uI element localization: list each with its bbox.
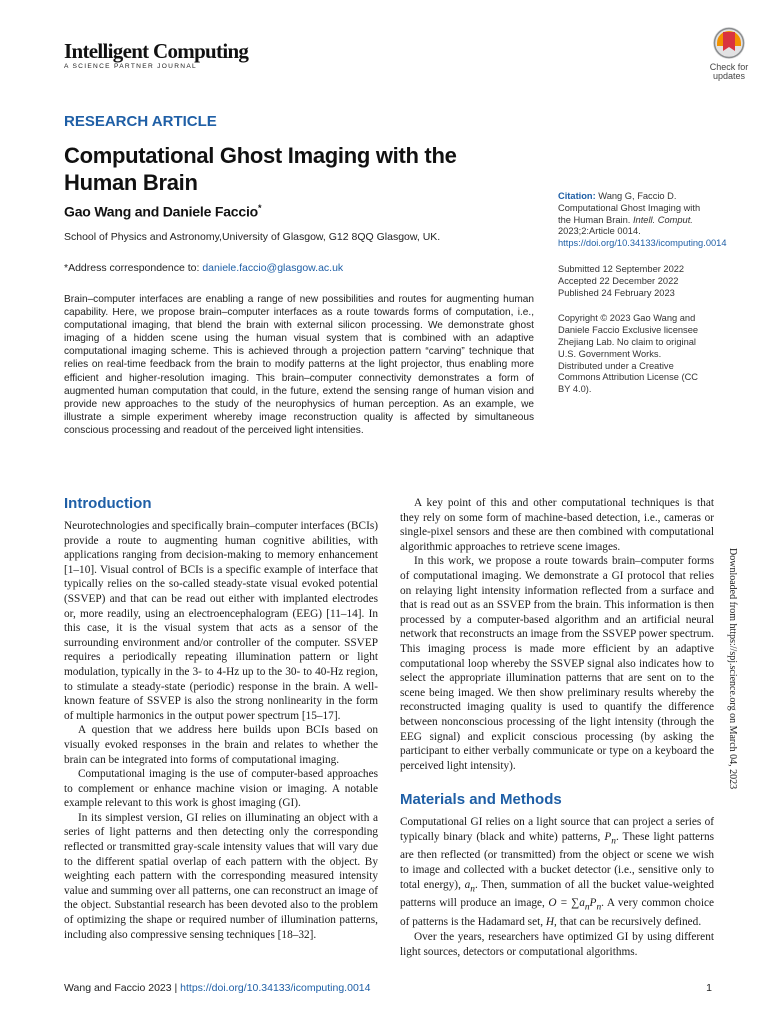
citation-label: Citation:	[558, 191, 596, 201]
journal-masthead	[64, 40, 248, 70]
intro-paragraph-1: Neurotechnologies and specifically brain–computer interfaces (BCIs) provide a route to augmenting human cognitive abilities, with applications ranging from decision-making to memory enhancement [1–10]. Visual control of BCIs is a specific example of interface that typically relies on the so-called steady-state visual evoked potential (SSVEP) and that can be read out either with implanted electrodes or, more readily, using an electroencephalogram (EEG) [11–14]. In this case, it is the visual system that acts as a sensor of the surrounding environment and/or controller of the computer. SSVEP requires a periodically repeating illumination pattern or light modulation, typically in the 3- to 4-Hz up to the 30- to 40-Hz region, to stimulate a steady-state (periodic) response in the brain. A well-known feature of SSVEP is also the strong nonlinearity in the form of multiple harmonics in the output power spectrum [15–17].	[64, 520, 379, 722]
page-footer	[64, 982, 712, 994]
correspondence-email-link[interactable]: daniele.faccio@glasgow.ac.uk	[202, 262, 344, 274]
intro-heading: Introduction	[64, 495, 152, 512]
footer-doi-link[interactable]: https://doi.org/10.34133/icomputing.0014	[180, 982, 371, 994]
copyright-notice: Copyright © 2023 Gao Wang and Daniele Faccio Exclusive licensee Zhejiang Lab. No claim to original U.S. Government Works. Distributed under a Creative Commons Attribution License (CC BY 4.0).	[558, 313, 699, 395]
intro-paragraph-4: In its simplest version, GI relies on illuminating an object with a series of light patterns and then detecting only the corresponding reflected or transmitted gray-scale intensity values that will vary due to the different spatial overlap of each pattern with the object. By weighting each pattern with the corresponding measured intensity value and summing over all patterns, one can reconstruct an image of the object. Substantial research has been devoted also to the problem of optimizing the shape or required number of illumination patterns, including also compressive sensing techniques [18–32].	[64, 811, 378, 941]
math-subscript-n: n	[584, 902, 590, 913]
badge-label-line1: Check for	[709, 62, 749, 72]
math-H: H	[545, 916, 555, 929]
methods-paragraph-1	[400, 815, 714, 930]
methods-text-c: . Then, summation of all the bucket value-weighted patterns will produce an image,	[400, 878, 714, 910]
right-paragraph-2: In this work, we propose a route towards brain–computer forms of computational imaging. We demonstrate a GI protocol that relies on relaying light intensity information reflected from a surface and that is read out as an SSVEP from the brain. This information is then processed by a computer-based algorithm and an artificial neural network that reconstructs an image from the SSVEP power spectrum. This imaging process is made more efficient by an adaptive computational loop whereby the SSVEP signal also indicates how to select the appropriate illumination patterns that are sent on to the scene being imaged. We then show preliminary results whereby the reconstructed imaging quality is used to quantify the difference between nonconscious processing of the light intensity (through the EEG signal) and explicit conscious processing (by asking the participant to either verbally communicate or type on a keyboard the perceived light intensity).	[400, 555, 714, 772]
check-for-updates-label	[700, 63, 758, 81]
math-subscript-n: n	[611, 835, 616, 846]
methods-text-a: Computational GI relies on a light source that can project a series of typically binary (black and white) patterns,	[400, 816, 714, 843]
badge-label-line2: updates	[712, 71, 746, 81]
abstract: Brain–computer interfaces are enabling a range of new possibilities and routes for augmenting human capability. Here, we propose brain–computer interfaces as a route towards forms of computation, i.e., computational imaging, that blend the brain with external silicon processing. We demonstrate ghost imaging of a hidden scene using the human visual system that is combined with an adaptive computational imaging scheme. This is achieved through a projection pattern “carving” technique that relies on real-time feedback from the brain to modify patterns at the light projector, thus enabling more efficient and higher-resolution imaging. This brain–computer connectivity demonstrates a form of augmented human computation that could, in the future, extend the sensing range of human vision and provide new approaches to the study of the neurophysics of human perception. As an example, we illustrate a simple experiment whereby image reconstruction quality is affected by simultaneous conscious processing and readout of the perceived light intensities.	[64, 294, 534, 436]
intro-column	[64, 519, 378, 942]
methods-text-b: . These light patterns are then reflected (or transmitted) from the object or scene we wish to image and collected with a bucket detector (i.e., sensitive only to total energy),	[400, 830, 714, 891]
math-subscript-n: n	[596, 902, 602, 913]
check-for-updates-badge[interactable]	[700, 26, 758, 84]
math-P: P	[604, 830, 612, 843]
methods-text-e: , that can be recursively defined.	[554, 916, 702, 929]
citation-doi-link[interactable]: https://doi.org/10.34133/icomputing.0014	[558, 238, 727, 249]
authors-text: Gao Wang and Daniele Faccio	[64, 203, 259, 220]
article-type: RESEARCH ARTICLE	[64, 113, 217, 130]
math-a: a	[464, 878, 471, 891]
corresponding-author-mark: *	[258, 203, 262, 213]
right-paragraph-1: A key point of this and other computational techniques is that they rely on some form of machine-based detection, i.e., cameras or single-pixel sensors and these are then combined with computational algorithmic approaches to retrieve scene images.	[400, 497, 714, 553]
citation-journal: Intell. Comput.	[632, 214, 693, 225]
correspondence	[64, 262, 343, 274]
published-date: Published 24 February 2023	[558, 287, 675, 298]
methods-column	[400, 815, 714, 959]
article-info-sidebar	[558, 191, 727, 410]
affiliation: School of Physics and Astronomy,University of Glasgow, G12 8QQ Glasgow, UK.	[64, 231, 441, 243]
methods-paragraph-2: Over the years, researchers have optimized GI by using different light sources, detectors or computational algorithms.	[400, 930, 714, 958]
intro-paragraph-3: Computational imaging is the use of computer-based approaches to complement or enhance machine vision or imaging. A notable example relevant to this work is ghost imaging (GI).	[64, 768, 378, 810]
methods-text-d: . A very common choice of patterns is the Hadamard set,	[400, 897, 714, 929]
dates-block	[558, 264, 708, 299]
math-formula-P: P	[589, 897, 597, 910]
journal-subtitle: A SCIENCE PARTNER JOURNAL	[64, 63, 198, 70]
citation-text: Wang G, Faccio D. Computational Ghost Imaging with the Human Brain.	[558, 191, 701, 225]
correspondence-prefix: *Address correspondence to:	[64, 262, 203, 274]
article-title: Computational Ghost Imaging with the Human Brain	[64, 143, 457, 195]
accepted-date: Accepted 22 December 2022	[558, 275, 679, 286]
methods-heading: Materials and Methods	[400, 791, 562, 808]
math-formula: O = ∑a	[548, 897, 585, 910]
download-watermark: Downloaded from https://spj.science.org on March 04, 2023	[727, 548, 738, 790]
intro-paragraph-2: A question that we address here builds upon BCIs based on visually evoked responses in the brain and relates to whether the brain can be integrated into forms of computational imaging.	[64, 724, 378, 766]
author-list	[64, 203, 261, 220]
check-for-updates-icon	[712, 26, 746, 62]
citation-tail: 2023;2:Article 0014.	[558, 226, 641, 237]
math-subscript-n: n	[470, 883, 475, 894]
submitted-date: Submitted 12 September 2022	[558, 263, 685, 274]
journal-name: Intelligent Computing	[64, 39, 249, 63]
footer-authors: Wang and Faccio 2023 |	[64, 982, 181, 994]
page-number: 1	[706, 982, 712, 994]
citation-block	[558, 191, 727, 250]
right-column-top	[400, 496, 714, 773]
